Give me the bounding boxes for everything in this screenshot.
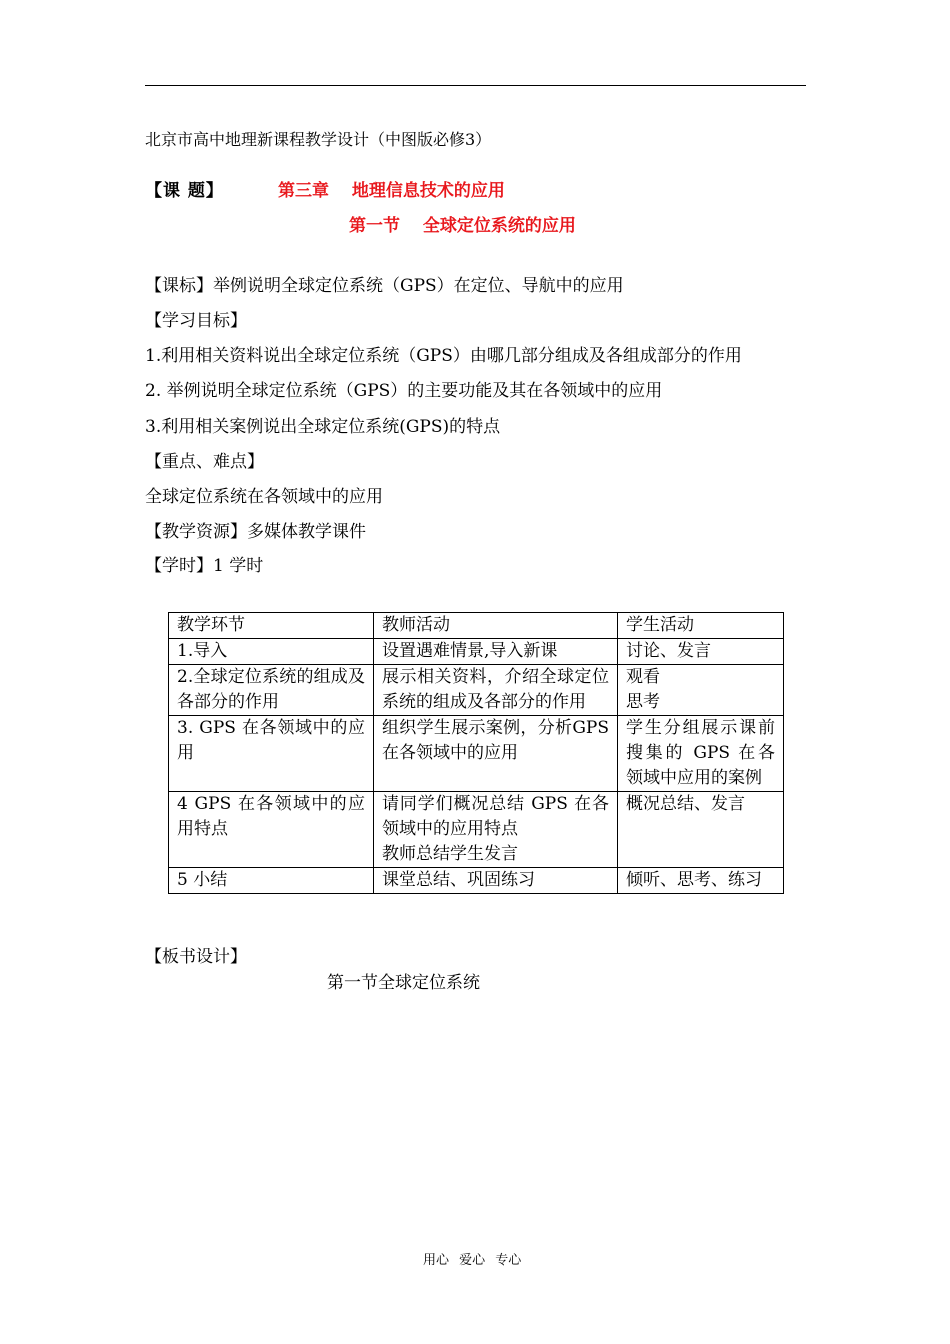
table-cell: 展示相关资料，介绍全球定位系统的组成及各部分的作用 xyxy=(374,665,618,716)
board-design-title: 第一节全球定位系统 xyxy=(327,973,480,993)
document-header: 北京市高中地理新课程教学设计（中图版必修3） xyxy=(145,130,492,149)
table-cell: 3. GPS 在各领域中的应用 xyxy=(169,716,374,792)
curriculum-standard: 【课标】举例说明全球定位系统（GPS）在定位、导航中的应用 xyxy=(145,276,624,296)
table-cell: 概况总结、发言 xyxy=(618,792,784,868)
lesson-plan-table xyxy=(168,612,784,894)
table-cell: 请同学们概况总结 GPS 在各领域中的应用特点 教师总结学生发言 xyxy=(374,792,618,868)
key-points: 全球定位系统在各领域中的应用 xyxy=(145,487,383,507)
topic-label: 【课 题】 xyxy=(145,181,224,201)
header-cell: 教学环节 xyxy=(169,613,374,639)
section-title: 第一节 全球定位系统的应用 xyxy=(349,216,576,236)
table-cell: 学生分组展示课前搜集的 GPS 在各领域中应用的案例 xyxy=(618,716,784,792)
table-row xyxy=(169,792,784,868)
table-row xyxy=(169,639,784,665)
table-cell: 2.全球定位系统的组成及各部分的作用 xyxy=(169,665,374,716)
objective-item: 2. 举例说明全球定位系统（GPS）的主要功能及其在各领域中的应用 xyxy=(145,381,663,401)
objectives-label: 【学习目标】 xyxy=(145,311,247,331)
table-cell: 课堂总结、巩固练习 xyxy=(374,868,618,894)
table-cell: 1.导入 xyxy=(169,639,374,665)
table-cell: 设置遇难情景,导入新课 xyxy=(374,639,618,665)
table-cell: 5 小结 xyxy=(169,868,374,894)
objective-item: 3.利用相关案例说出全球定位系统(GPS)的特点 xyxy=(145,417,501,437)
table-cell: 观看 思考 xyxy=(618,665,784,716)
header-rule xyxy=(145,85,806,86)
table-row xyxy=(169,868,784,894)
class-hours: 【学时】1 学时 xyxy=(145,556,264,576)
chapter-title: 第三章 地理信息技术的应用 xyxy=(278,181,505,201)
table-cell: 讨论、发言 xyxy=(618,639,784,665)
table-header-row xyxy=(169,613,784,639)
objective-item: 1.利用相关资料说出全球定位系统（GPS）由哪几部分组成及各组成部分的作用 xyxy=(145,346,742,366)
board-design-label: 【板书设计】 xyxy=(145,947,247,967)
header-cell: 学生活动 xyxy=(618,613,784,639)
table-cell: 组织学生展示案例，分析GPS 在各领域中的应用 xyxy=(374,716,618,792)
table-row xyxy=(169,665,784,716)
table-cell: 4 GPS 在各领域中的应用特点 xyxy=(169,792,374,868)
table-cell: 倾听、思考、练习 xyxy=(618,868,784,894)
teaching-resources: 【教学资源】多媒体教学课件 xyxy=(145,522,366,542)
table-row xyxy=(169,716,784,792)
header-cell: 教师活动 xyxy=(374,613,618,639)
page-footer: 用心 爱心 专心 xyxy=(423,1253,522,1268)
key-points-label: 【重点、难点】 xyxy=(145,452,264,472)
